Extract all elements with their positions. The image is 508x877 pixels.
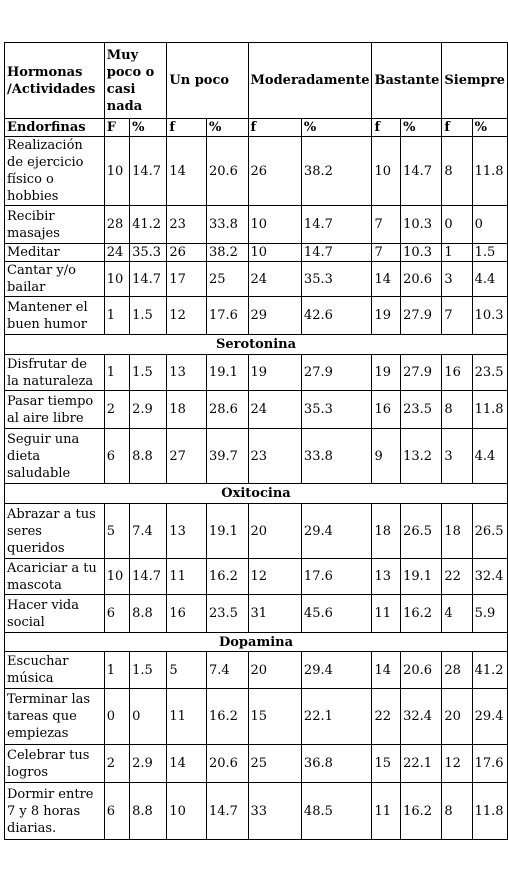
frequency-cell: 1 xyxy=(104,355,129,391)
percent-cell: 14.7 xyxy=(130,262,167,297)
table-row xyxy=(5,391,508,429)
percent-cell: 14.7 xyxy=(130,559,167,595)
percent-cell: 32.4 xyxy=(472,559,507,595)
percent-cell: 7.4 xyxy=(130,504,167,559)
frequency-cell: 12 xyxy=(167,297,207,335)
frequency-cell: 10 xyxy=(248,206,301,244)
percent-cell: 23.5 xyxy=(472,355,507,391)
percent-cell: 10.3 xyxy=(401,206,442,244)
hormone-activity-table xyxy=(4,42,508,840)
frequency-cell: 6 xyxy=(104,783,129,840)
percent-cell: 29.4 xyxy=(301,652,372,689)
frequency-cell: 7 xyxy=(372,206,401,244)
frequency-cell: 24 xyxy=(248,391,301,429)
frequency-cell: 18 xyxy=(442,504,472,559)
percent-cell: 29.4 xyxy=(301,504,372,559)
subheader-f: f xyxy=(167,119,207,137)
percent-cell: 11.8 xyxy=(472,783,507,840)
percent-cell: 26.5 xyxy=(401,504,442,559)
frequency-cell: 27 xyxy=(167,429,207,484)
activity-label: Seguir una dieta saludable xyxy=(5,429,105,484)
activity-label: Meditar xyxy=(5,244,105,262)
frequency-cell: 1 xyxy=(104,652,129,689)
percent-cell: 16.2 xyxy=(401,595,442,633)
activity-label: Recibir masajes xyxy=(5,206,105,244)
percent-cell: 19.1 xyxy=(206,355,248,391)
section-title-oxitocina: Oxitocina xyxy=(5,484,508,504)
frequency-cell: 1 xyxy=(104,297,129,335)
frequency-cell: 10 xyxy=(104,262,129,297)
subheader-percent: % xyxy=(401,119,442,137)
section-row-serotonina xyxy=(5,335,508,355)
percent-cell: 4.4 xyxy=(472,262,507,297)
percent-cell: 16.2 xyxy=(206,559,248,595)
header-siempre: Siempre xyxy=(442,43,508,119)
frequency-cell: 20 xyxy=(248,504,301,559)
frequency-cell: 25 xyxy=(248,745,301,783)
frequency-cell: 20 xyxy=(442,689,472,745)
table-row xyxy=(5,504,508,559)
percent-cell: 27.9 xyxy=(401,297,442,335)
percent-cell: 26.5 xyxy=(472,504,507,559)
frequency-cell: 10 xyxy=(104,137,129,206)
frequency-cell: 17 xyxy=(167,262,207,297)
frequency-cell: 14 xyxy=(167,137,207,206)
percent-cell: 35.3 xyxy=(130,244,167,262)
activity-label: Terminar las tareas que empiezas xyxy=(5,689,105,745)
frequency-cell: 11 xyxy=(167,689,207,745)
frequency-cell: 10 xyxy=(372,137,401,206)
percent-cell: 27.9 xyxy=(401,355,442,391)
frequency-cell: 24 xyxy=(104,244,129,262)
table-row xyxy=(5,137,508,206)
percent-cell: 39.7 xyxy=(206,429,248,484)
frequency-cell: 20 xyxy=(248,652,301,689)
percent-cell: 14.7 xyxy=(206,783,248,840)
frequency-cell: 11 xyxy=(372,595,401,633)
percent-cell: 11.8 xyxy=(472,391,507,429)
percent-cell: 19.1 xyxy=(206,504,248,559)
frequency-cell: 18 xyxy=(167,391,207,429)
frequency-cell: 18 xyxy=(372,504,401,559)
frequency-cell: 0 xyxy=(104,689,129,745)
percent-cell: 14.7 xyxy=(301,244,372,262)
percent-cell: 22.1 xyxy=(301,689,372,745)
frequency-cell: 19 xyxy=(248,355,301,391)
frequency-cell: 33 xyxy=(248,783,301,840)
percent-cell: 17.6 xyxy=(472,745,507,783)
percent-cell: 8.8 xyxy=(130,595,167,633)
frequency-cell: 14 xyxy=(372,262,401,297)
percent-cell: 22.1 xyxy=(401,745,442,783)
activity-label: Hacer vida social xyxy=(5,595,105,633)
frequency-cell: 7 xyxy=(442,297,472,335)
activity-label: Dormir entre 7 y 8 horas diarias. xyxy=(5,783,105,840)
percent-cell: 0 xyxy=(472,206,507,244)
percent-cell: 16.2 xyxy=(401,783,442,840)
frequency-cell: 28 xyxy=(104,206,129,244)
subheader-percent: % xyxy=(130,119,167,137)
percent-cell: 35.3 xyxy=(301,262,372,297)
frequency-cell: 12 xyxy=(248,559,301,595)
percent-cell: 11.8 xyxy=(472,137,507,206)
frequency-cell: 10 xyxy=(167,783,207,840)
table-row xyxy=(5,559,508,595)
frequency-cell: 15 xyxy=(372,745,401,783)
frequency-cell: 22 xyxy=(372,689,401,745)
frequency-cell: 16 xyxy=(372,391,401,429)
frequency-cell: 8 xyxy=(442,391,472,429)
frequency-cell: 10 xyxy=(248,244,301,262)
subheader-f: f xyxy=(442,119,472,137)
frequency-cell: 12 xyxy=(442,745,472,783)
frequency-cell: 23 xyxy=(248,429,301,484)
section-title-serotonina: Serotonina xyxy=(5,335,508,355)
table-row xyxy=(5,206,508,244)
frequency-cell: 16 xyxy=(167,595,207,633)
percent-cell: 14.7 xyxy=(301,206,372,244)
table-row xyxy=(5,244,508,262)
frequency-cell: 1 xyxy=(442,244,472,262)
percent-cell: 23.5 xyxy=(206,595,248,633)
frequency-cell: 13 xyxy=(167,355,207,391)
frequency-cell: 13 xyxy=(372,559,401,595)
header-row xyxy=(5,43,508,119)
subheader-percent: % xyxy=(472,119,507,137)
subheader-percent: % xyxy=(206,119,248,137)
table-row xyxy=(5,262,508,297)
frequency-cell: 10 xyxy=(104,559,129,595)
percent-cell: 4.4 xyxy=(472,429,507,484)
frequency-cell: 22 xyxy=(442,559,472,595)
percent-cell: 17.6 xyxy=(301,559,372,595)
frequency-cell: 26 xyxy=(167,244,207,262)
activity-label: Cantar y/o bailar xyxy=(5,262,105,297)
frequency-cell: 29 xyxy=(248,297,301,335)
frequency-cell: 31 xyxy=(248,595,301,633)
percent-cell: 20.6 xyxy=(206,137,248,206)
percent-cell: 2.9 xyxy=(130,745,167,783)
activity-label: Abrazar a tus seres queridos xyxy=(5,504,105,559)
frequency-cell: 19 xyxy=(372,297,401,335)
percent-cell: 20.6 xyxy=(206,745,248,783)
frequency-cell: 19 xyxy=(372,355,401,391)
frequency-cell: 9 xyxy=(372,429,401,484)
frequency-cell: 26 xyxy=(248,137,301,206)
frequency-cell: 0 xyxy=(442,206,472,244)
frequency-cell: 6 xyxy=(104,595,129,633)
frequency-cell: 16 xyxy=(442,355,472,391)
section-title-endorfinas: Endorfinas xyxy=(5,119,105,137)
activity-label: Mantener el buen humor xyxy=(5,297,105,335)
header-hormonas-actividades: Hormonas /Actividades xyxy=(5,43,105,119)
percent-cell: 8.8 xyxy=(130,429,167,484)
percent-cell: 1.5 xyxy=(472,244,507,262)
frequency-cell: 24 xyxy=(248,262,301,297)
subheader-f: f xyxy=(372,119,401,137)
frequency-cell: 11 xyxy=(372,783,401,840)
percent-cell: 45.6 xyxy=(301,595,372,633)
percent-cell: 14.7 xyxy=(130,137,167,206)
frequency-cell: 3 xyxy=(442,429,472,484)
percent-cell: 14.7 xyxy=(401,137,442,206)
frequency-cell: 8 xyxy=(442,137,472,206)
frequency-cell: 14 xyxy=(167,745,207,783)
percent-cell: 8.8 xyxy=(130,783,167,840)
percent-cell: 5.9 xyxy=(472,595,507,633)
frequency-cell: 6 xyxy=(104,429,129,484)
header-bastante: Bastante xyxy=(372,43,442,119)
activity-label: Escuchar música xyxy=(5,652,105,689)
percent-cell: 42.6 xyxy=(301,297,372,335)
percent-cell: 20.6 xyxy=(401,262,442,297)
subheader-row xyxy=(5,119,508,137)
subheader-f: f xyxy=(248,119,301,137)
table-row xyxy=(5,297,508,335)
frequency-cell: 23 xyxy=(167,206,207,244)
percent-cell: 19.1 xyxy=(401,559,442,595)
percent-cell: 36.8 xyxy=(301,745,372,783)
frequency-cell: 11 xyxy=(167,559,207,595)
percent-cell: 17.6 xyxy=(206,297,248,335)
percent-cell: 10.3 xyxy=(401,244,442,262)
percent-cell: 33.8 xyxy=(206,206,248,244)
percent-cell: 23.5 xyxy=(401,391,442,429)
activity-label: Pasar tiempo al aire libre xyxy=(5,391,105,429)
table-row xyxy=(5,783,508,840)
frequency-cell: 8 xyxy=(442,783,472,840)
percent-cell: 41.2 xyxy=(130,206,167,244)
header-un-poco: Un poco xyxy=(167,43,248,119)
table-row xyxy=(5,745,508,783)
frequency-cell: 7 xyxy=(372,244,401,262)
percent-cell: 20.6 xyxy=(401,652,442,689)
activity-label: Realización de ejercicio físico o hobbies xyxy=(5,137,105,206)
table-row xyxy=(5,355,508,391)
frequency-cell: 15 xyxy=(248,689,301,745)
percent-cell: 1.5 xyxy=(130,652,167,689)
frequency-cell: 4 xyxy=(442,595,472,633)
table-row xyxy=(5,429,508,484)
table-row xyxy=(5,595,508,633)
percent-cell: 48.5 xyxy=(301,783,372,840)
percent-cell: 35.3 xyxy=(301,391,372,429)
percent-cell: 13.2 xyxy=(401,429,442,484)
subheader-percent: % xyxy=(301,119,372,137)
percent-cell: 7.4 xyxy=(206,652,248,689)
activity-label: Acariciar a tu mascota xyxy=(5,559,105,595)
frequency-cell: 2 xyxy=(104,391,129,429)
percent-cell: 10.3 xyxy=(472,297,507,335)
percent-cell: 1.5 xyxy=(130,297,167,335)
percent-cell: 2.9 xyxy=(130,391,167,429)
activity-label: Celebrar tus logros xyxy=(5,745,105,783)
frequency-cell: 5 xyxy=(167,652,207,689)
frequency-cell: 13 xyxy=(167,504,207,559)
percent-cell: 25 xyxy=(206,262,248,297)
percent-cell: 41.2 xyxy=(472,652,507,689)
percent-cell: 38.2 xyxy=(206,244,248,262)
percent-cell: 28.6 xyxy=(206,391,248,429)
percent-cell: 33.8 xyxy=(301,429,372,484)
percent-cell: 0 xyxy=(130,689,167,745)
frequency-cell: 2 xyxy=(104,745,129,783)
section-row-dopamina xyxy=(5,633,508,652)
header-muy-poco: Muy poco o casi nada xyxy=(104,43,167,119)
frequency-cell: 28 xyxy=(442,652,472,689)
percent-cell: 38.2 xyxy=(301,137,372,206)
subheader-f: F xyxy=(104,119,129,137)
percent-cell: 27.9 xyxy=(301,355,372,391)
percent-cell: 32.4 xyxy=(401,689,442,745)
header-moderadamente: Moderadamente xyxy=(248,43,372,119)
table-row xyxy=(5,652,508,689)
frequency-cell: 3 xyxy=(442,262,472,297)
table-row xyxy=(5,689,508,745)
percent-cell: 16.2 xyxy=(206,689,248,745)
section-title-dopamina: Dopamina xyxy=(5,633,508,652)
frequency-cell: 14 xyxy=(372,652,401,689)
percent-cell: 1.5 xyxy=(130,355,167,391)
section-row-oxitocina xyxy=(5,484,508,504)
activity-label: Disfrutar de la naturaleza xyxy=(5,355,105,391)
percent-cell: 29.4 xyxy=(472,689,507,745)
frequency-cell: 5 xyxy=(104,504,129,559)
